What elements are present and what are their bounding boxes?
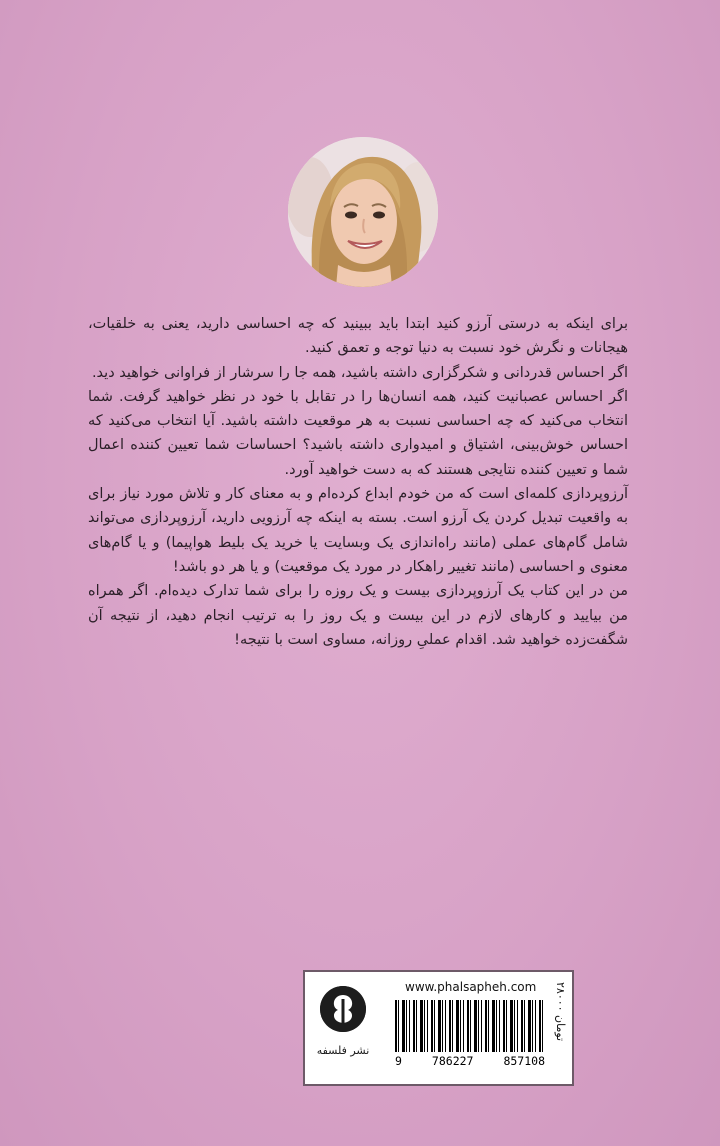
author-portrait: [288, 137, 438, 287]
book-price: ۲۸۰۰۰ تومان: [554, 982, 567, 1042]
back-cover-blurb: [88, 312, 628, 652]
blurb-paragraph: اگر احساس عصبانیت کنید، همه انسان‌ها را در تقابل با خود در نظر خواهید گرفت. شما انتخاب می‌کنید که چه احساسی نسبت به هر موقعیت داشته باشید. آیا انتخاب می‌کنید که احساس خوش‌بینی، اشتیاق و امیدواری داشته باشید؟ احساسات شما تعیین کننده اعمال شما و تعیین کننده نتایجی هستند که به دست خواهید آورد.: [88, 388, 628, 478]
blurb-paragraph: آرزوپردازی کلمه‌ای است که من خودم ابداع کرده‌ام و به معنای کار و تلاش مورد نیاز برای به واقعیت تبدیل کردن یک آرزو است. بسته به اینکه چه آرزویی دارید، آرزوپردازی می‌تواند شامل گام‌های عملی (مانند راه‌اندازی یک وبسایت یا خرید یک بلیط هواپیما) و یا گام‌های معنوی و احساسی (مانند تغییر راهکار در مورد یک موقعیت) و یا هر دو باشد!: [88, 486, 628, 575]
publisher-url[interactable]: www.phalsapheh.com: [405, 980, 537, 994]
blurb-paragraph: اگر احساس قدردانی و شکرگزاری داشته باشید، همه جا را سرشار از فراوانی خواهید دید.: [91, 364, 628, 381]
blurb-paragraph: من در این کتاب یک آرزوپردازی بیست و یک روزه را برای شما تدارک دیده‌ام. اگر همراه من بیایید و کارهای لازم در این بیست و یک روز را به ترتیب انجام دهید، از نتیجه آن شگفت‌زده خواهید شد. اقدام عملیِ روزانه، مساوی است با نتیجه!: [88, 583, 628, 648]
isbn-group: 857108: [503, 1054, 545, 1068]
barcode-box: [303, 970, 574, 1086]
publisher-name: نشر فلسفه: [316, 1044, 370, 1057]
publisher-logo: [313, 980, 373, 1076]
publisher-logo-icon: [320, 986, 366, 1032]
isbn-number: [395, 1054, 545, 1068]
isbn-barcode: [395, 1000, 545, 1052]
blurb-paragraph: برای اینکه به درستی آرزو کنید ابتدا باید ببینید که چه احساسی دارید، یعنی به خلقیات، هیجانات و نگرش خود نسبت به دنیا توجه و تعمق کنید.: [88, 316, 628, 357]
isbn-prefix: 9: [395, 1054, 402, 1068]
isbn-group: 786227: [431, 1054, 474, 1068]
